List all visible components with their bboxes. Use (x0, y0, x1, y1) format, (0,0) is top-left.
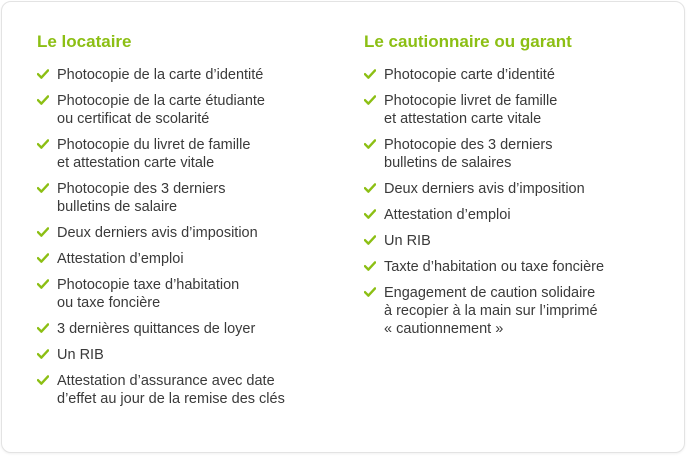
list-item-text: Taxte d’habitation ou taxe foncière (384, 259, 605, 275)
list-item (364, 284, 664, 338)
checkmark-icon (364, 234, 376, 246)
list-item (37, 276, 337, 312)
checkmark-icon (37, 252, 49, 264)
list-item (364, 206, 664, 224)
list-item-text: Attestation d’emploi (384, 207, 511, 223)
list-item (364, 66, 664, 84)
list-item-text: 3 dernières quittances de loyer (57, 321, 256, 337)
list-item-text: Deux derniers avis d’imposition (384, 181, 585, 197)
list-item (37, 250, 337, 268)
tenant-heading: Le locataire (37, 32, 132, 51)
checkmark-icon (364, 94, 376, 106)
checkmark-icon (364, 182, 376, 194)
list-item-text: Photocopie du livret de famille et attestation carte vitale (57, 137, 251, 171)
list-item (37, 66, 337, 84)
list-item-text: Photocopie des 3 derniers bulletins de salaire (57, 181, 226, 215)
list-item-text: Deux derniers avis d’imposition (57, 225, 258, 241)
checkmark-icon (37, 278, 49, 290)
document-card (1, 1, 685, 453)
guarantor-heading: Le cautionnaire ou garant (364, 32, 572, 51)
list-item-text: Photocopie des 3 derniers bulletins de salaires (384, 137, 553, 171)
tenant-list (37, 66, 337, 408)
guarantor-list (364, 66, 664, 338)
list-item-text: Photocopie taxe d’habitation ou taxe foncière (57, 277, 240, 311)
checkmark-icon (37, 226, 49, 238)
list-item (364, 258, 664, 276)
checkmark-icon (364, 138, 376, 150)
tenant-column (37, 32, 337, 416)
checkmark-icon (364, 260, 376, 272)
list-item (364, 92, 664, 128)
list-item (37, 224, 337, 242)
checkmark-icon (364, 286, 376, 298)
list-item (364, 180, 664, 198)
list-item-text: Attestation d’emploi (57, 251, 184, 267)
list-item-text: Un RIB (384, 233, 431, 249)
list-item-text: Photocopie livret de famille et attestation carte vitale (384, 93, 558, 127)
list-item (364, 136, 664, 172)
list-item (37, 372, 337, 408)
checkmark-icon (364, 68, 376, 80)
checkmark-icon (37, 322, 49, 334)
list-item-text: Photocopie de la carte d’identité (57, 67, 264, 83)
checkmark-icon (37, 94, 49, 106)
list-item-text: Engagement de caution solidaire à recopier à la main sur l’imprimé « cautionnement » (384, 285, 598, 337)
checkmark-icon (37, 138, 49, 150)
list-item (37, 180, 337, 216)
list-item-text: Photocopie de la carte étudiante ou certificat de scolarité (57, 93, 265, 127)
checkmark-icon (37, 182, 49, 194)
list-item-text: Attestation d’assurance avec date d’effet au jour de la remise des clés (57, 373, 285, 407)
list-item-text: Un RIB (57, 347, 104, 363)
guarantor-column (364, 32, 664, 346)
checkmark-icon (37, 68, 49, 80)
list-item (37, 346, 337, 364)
list-item (37, 320, 337, 338)
list-item-text: Photocopie carte d’identité (384, 67, 555, 83)
list-item (364, 232, 664, 250)
list-item (37, 136, 337, 172)
checkmark-icon (364, 208, 376, 220)
list-item (37, 92, 337, 128)
checkmark-icon (37, 374, 49, 386)
checkmark-icon (37, 348, 49, 360)
